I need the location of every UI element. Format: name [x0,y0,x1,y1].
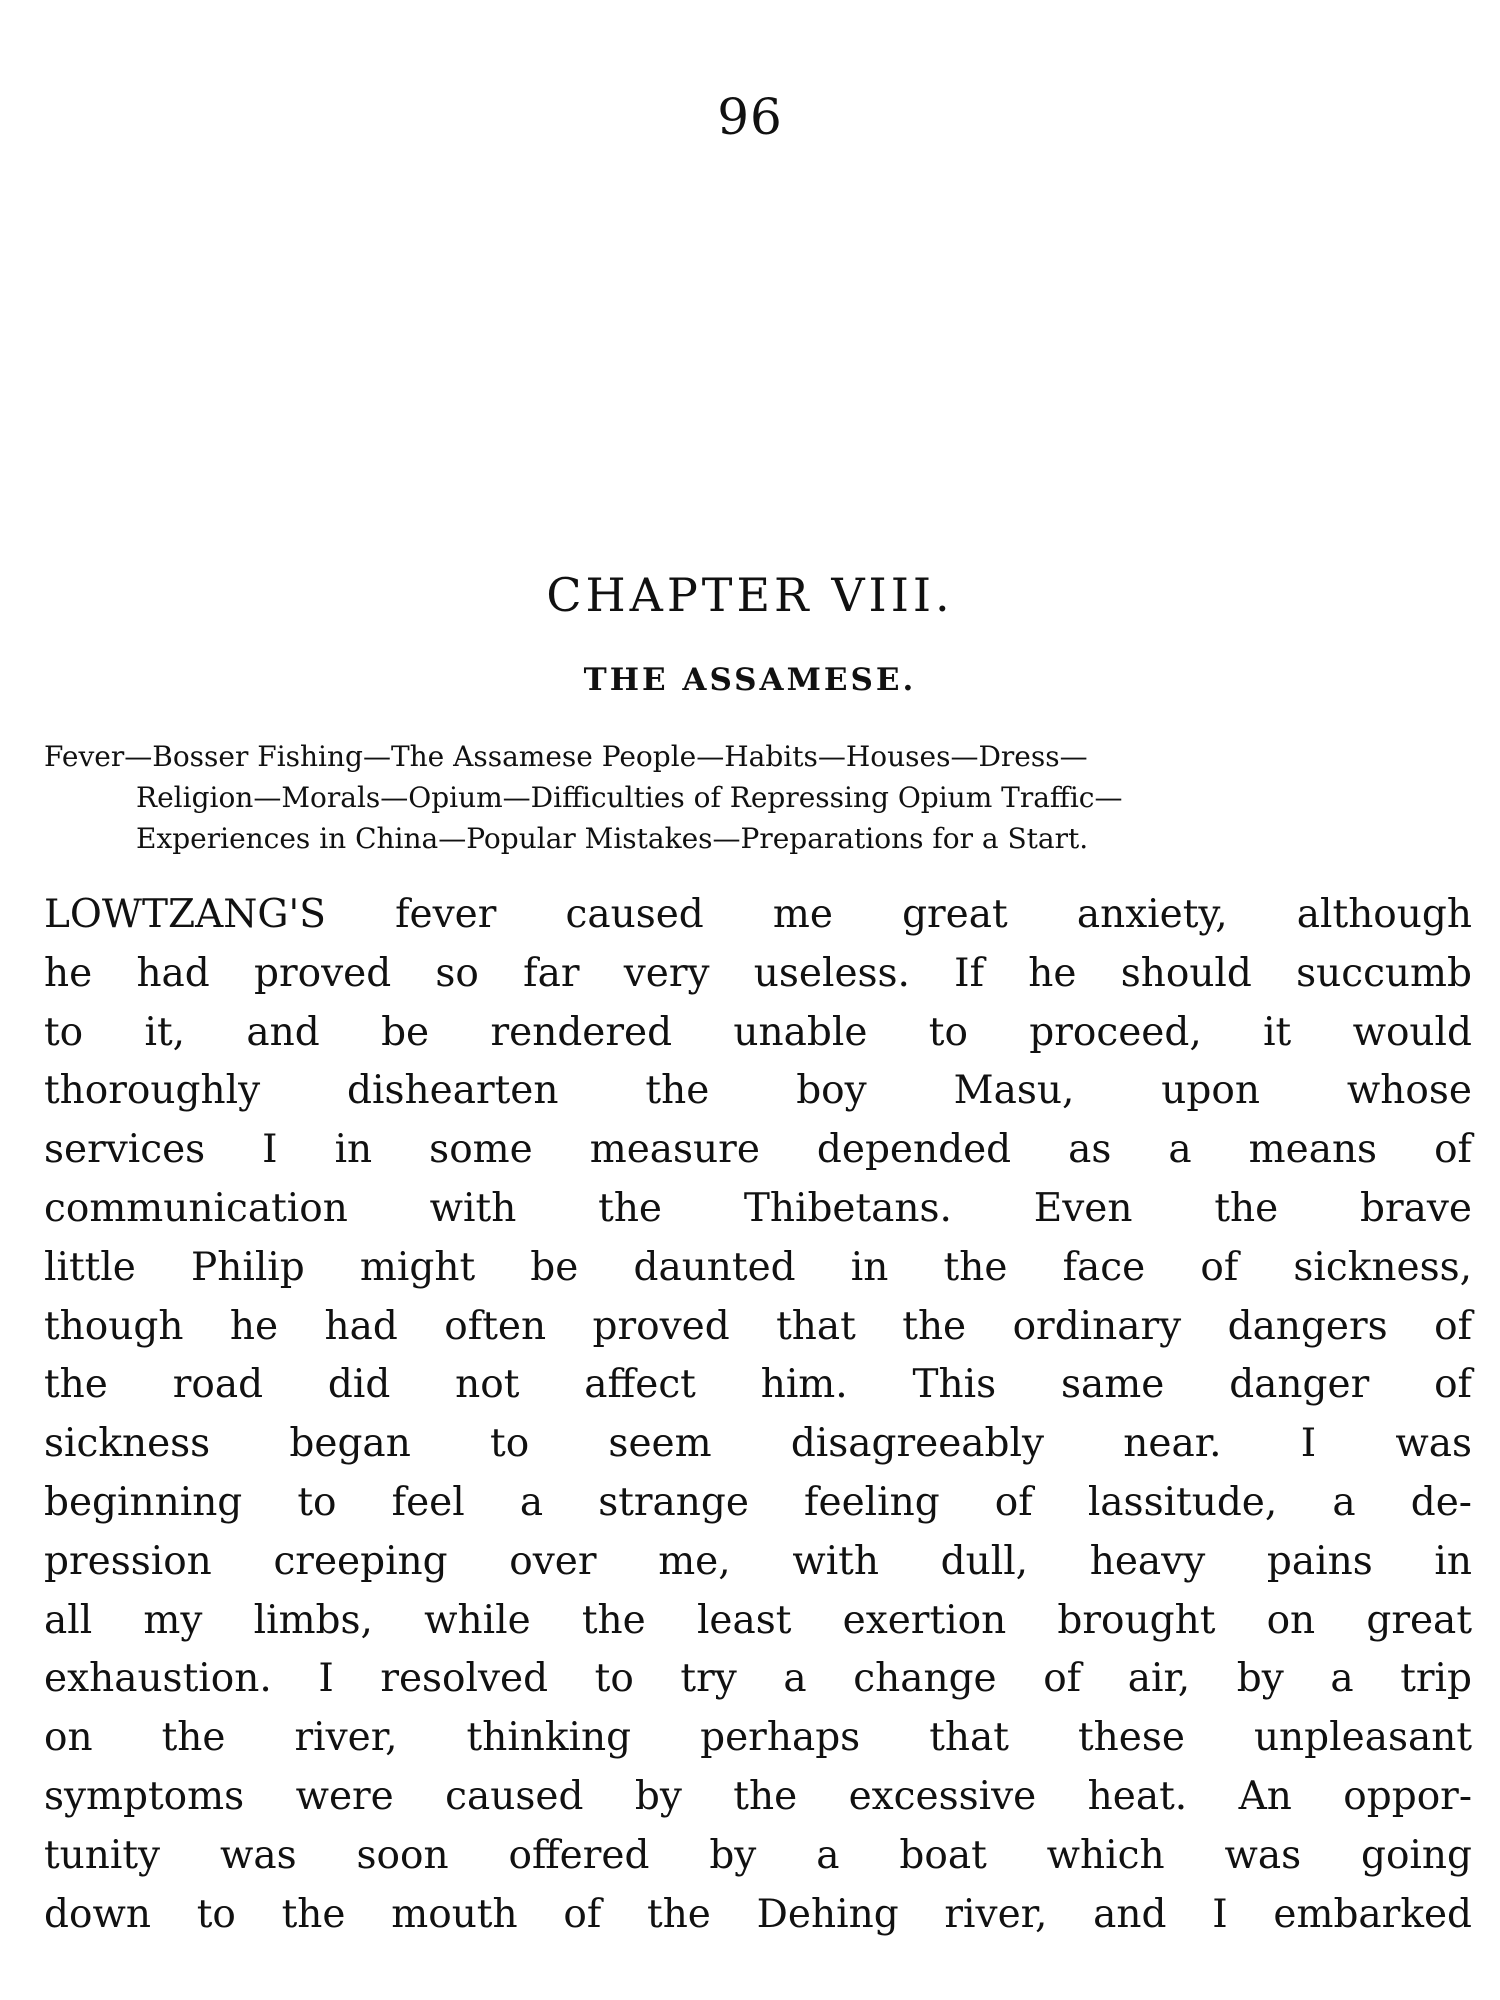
chapter-subtitle: THE ASSAMESE. [583,662,917,698]
synopsis-line: Fever—Bosser Fishing—The Assamese People—Habits—Houses—Dress— [44,740,1088,773]
body-line: down to the mouth of the Dehing river, and I embarked [44,1891,1472,1937]
body-line: to it, and be rendered unable to proceed, it would [44,1009,1472,1055]
body-line: little Philip might be daunted in the face of sickness, [44,1244,1472,1290]
body-line: LOWTZANG'S fever caused me great anxiety, although [44,892,1472,937]
body-line: pression creeping over me, with dull, heavy pains in [44,1538,1472,1584]
body-line: beginning to feel a strange feeling of lassitude, a de- [44,1479,1472,1525]
body-line: exhaustion. I resolved to try a change of air, by a trip [44,1656,1472,1702]
body-text [44,886,1472,1944]
body-line: on the river, thinking perhaps that these unpleasant [44,1715,1472,1761]
synopsis-line: Experiences in China—Popular Mistakes—Preparations for a Start. [136,822,1089,855]
page-number: 96 [717,88,783,146]
body-line: sickness began to seem disagreeably near. I was [44,1421,1472,1467]
chapter-synopsis [44,736,1452,859]
body-line: though he had often proved that the ordinary dangers of [44,1303,1472,1349]
body-line: services I in some measure depended as a means of [44,1127,1472,1173]
body-line: communication with the Thibetans. Even the brave [44,1185,1472,1231]
synopsis-line: Religion—Morals—Opium—Difficulties of Repressing Opium Traffic— [136,781,1123,814]
body-line: symptoms were caused by the excessive heat. An oppor- [44,1773,1472,1819]
chapter-heading: CHAPTER VIII. [546,568,954,622]
body-line: the road did not affect him. This same danger of [44,1362,1472,1408]
body-line: thoroughly dishearten the boy Masu, upon whose [44,1068,1472,1114]
body-line: he had proved so far very useless. If he should succumb [44,950,1472,996]
body-line: all my limbs, while the least exertion brought on great [44,1597,1472,1643]
body-line: tunity was soon offered by a boat which was going [44,1832,1472,1878]
